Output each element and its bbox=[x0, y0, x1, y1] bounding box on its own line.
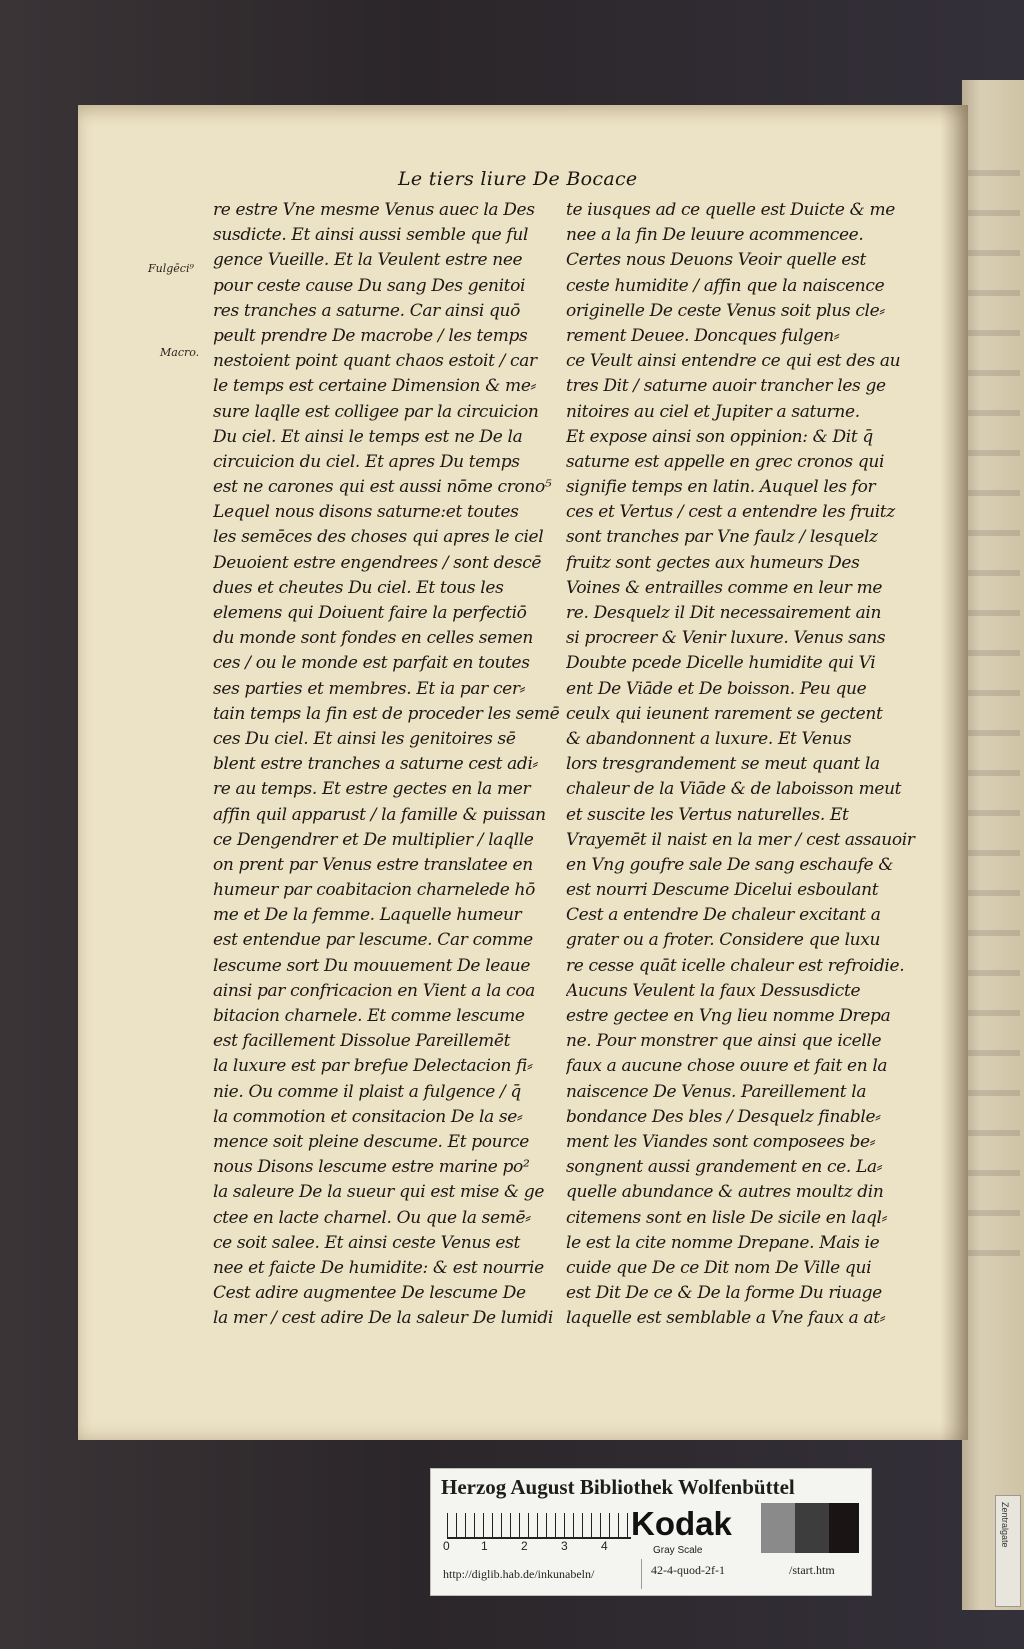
text-line: humeur par coabitacion charnelede hō bbox=[213, 880, 535, 901]
text-line: la luxure est par brefue Delectacion fi⸗ bbox=[213, 1056, 533, 1077]
text-line: affin quil apparust / la famille & puissan bbox=[213, 804, 546, 825]
text-line: naiscence De Venus. Pareillement la bbox=[566, 1081, 867, 1102]
kodak-logo: Kodak bbox=[631, 1505, 732, 1542]
text-line: estre gectee en Vng lieu nomme Drepa bbox=[566, 1006, 891, 1026]
text-line: ceulx qui ieunent rarement se gectent bbox=[566, 703, 883, 724]
text-line: ces Du ciel. Et ainsi les genitoires sē bbox=[213, 728, 516, 749]
text-column-left bbox=[213, 198, 563, 1331]
text-line: laquelle est semblable a Vne faux a at⸗ bbox=[566, 1308, 886, 1329]
text-line: est ne carones qui est aussi nōme crono⁵ bbox=[213, 477, 552, 498]
text-line: Voines & entrailles comme en leur me bbox=[566, 577, 883, 598]
text-line: nee et faicte De humidite: & est nourrie bbox=[213, 1257, 544, 1278]
text-line: blent estre tranches a saturne cest adi⸗ bbox=[213, 754, 538, 775]
text-line: ent De Viāde et De boisson. Peu que bbox=[566, 678, 867, 699]
text-line: nestoient point quant chaos estoit / car bbox=[213, 351, 537, 372]
text-line: est Dit De ce & De la forme Du riuage bbox=[566, 1283, 882, 1304]
text-line: Certes nous Deuons Veoir quelle est bbox=[566, 250, 867, 271]
text-line: nee a la fin De leuure acommencee. bbox=[566, 225, 864, 246]
text-line: re estre Vne mesme Venus auec la Des bbox=[213, 200, 535, 220]
text-line: ce Veult ainsi entendre ce qui est des au bbox=[566, 351, 901, 372]
text-line: circuicion du ciel. Et apres Du temps bbox=[213, 451, 520, 472]
text-line: et suscite les Vertus naturelles. Et bbox=[566, 804, 849, 825]
text-line: on prent par Venus estre translatee en bbox=[213, 854, 533, 875]
text-column-right bbox=[566, 198, 921, 1331]
text-line: bitacion charnele. Et comme lescume bbox=[213, 1006, 525, 1026]
text-line: est entendue par lescume. Car comme bbox=[213, 930, 533, 951]
gray-swatch-dark bbox=[795, 1503, 829, 1553]
text-line: bondance Des bles / Desquelz finable⸗ bbox=[566, 1106, 881, 1127]
text-line: fruitz sont gectes aux humeurs Des bbox=[566, 552, 860, 573]
text-line: Deuoient estre engendrees / sont descē bbox=[213, 552, 542, 573]
text-line: la commotion et consitacion De la se⸗ bbox=[213, 1106, 523, 1127]
text-line: les semēces des choses qui apres le ciel bbox=[213, 527, 544, 548]
text-line: elemens qui Doiuent faire la perfectiō bbox=[213, 603, 527, 623]
facing-page-edge bbox=[962, 80, 1024, 1610]
text-line: faux a aucune chose ouure et fait en la bbox=[566, 1056, 888, 1077]
gray-swatch-mid bbox=[761, 1503, 795, 1553]
text-line: ce soit salee. Et ainsi ceste Venus est bbox=[213, 1232, 520, 1253]
margin-note-macrobe: Macro. bbox=[160, 346, 200, 359]
text-line: tres Dit / saturne auoir trancher les ge bbox=[566, 376, 886, 397]
text-line: le est la cite nomme Drepane. Mais ie bbox=[566, 1232, 880, 1253]
text-line: ainsi par confricacion en Vient a la coa bbox=[213, 980, 535, 1001]
text-line: ces et Vertus / cest a entendre les fruitz bbox=[566, 502, 895, 523]
text-line: pour ceste cause Du sang Des genitoi bbox=[213, 275, 526, 296]
text-line: nie. Ou comme il plaist a fulgence / q̄ bbox=[213, 1081, 521, 1102]
text-line: quelle abundance & autres moultz din bbox=[566, 1182, 884, 1203]
url-base: http://diglib.hab.de/inkunabeln/ bbox=[443, 1567, 595, 1581]
ruler-number: 0 bbox=[443, 1539, 450, 1553]
library-color-target bbox=[430, 1468, 872, 1596]
text-line: du monde sont fondes en celles semen bbox=[213, 628, 533, 649]
text-line: originelle De ceste Venus soit plus cle⸗ bbox=[566, 300, 885, 321]
text-line: ce Dengendrer et De multiplier / laqlle bbox=[213, 829, 534, 850]
text-line: Aucuns Veulent la faux Dessusdicte bbox=[566, 980, 861, 1001]
ruler-number: 2 bbox=[521, 1539, 528, 1553]
text-line: dues et cheutes Du ciel. Et tous les bbox=[213, 577, 504, 598]
text-line: Cest adire augmentee De lescume De bbox=[213, 1283, 526, 1304]
text-line: songnent aussi grandement en ce. La⸗ bbox=[566, 1157, 883, 1178]
text-line: susdicte. Et ainsi aussi semble que ful bbox=[213, 225, 529, 246]
gray-scale-label: Gray Scale bbox=[653, 1545, 703, 1556]
text-line: res tranches a saturne. Car ainsi quō bbox=[213, 300, 521, 321]
page-fold-shadow bbox=[940, 105, 968, 1440]
text-line: ceste humidite / affin que la naiscence bbox=[566, 275, 885, 296]
ruler-number: 4 bbox=[601, 1539, 608, 1553]
text-line: rement Deuee. Doncques fulgen⸗ bbox=[566, 325, 840, 346]
text-line: re cesse quāt icelle chaleur est refroidie. bbox=[566, 955, 905, 976]
text-line: te iusques ad ce quelle est Duicte & me bbox=[566, 200, 895, 220]
text-line: chaleur de la Viāde & de laboisson meut bbox=[566, 779, 902, 800]
text-line: Vrayemēt il naist en la mer / cest assauoir bbox=[566, 829, 915, 850]
library-name: Herzog August Bibliothek Wolfenbüttel bbox=[441, 1475, 795, 1499]
text-line: lescume sort Du mouuement De leaue bbox=[213, 955, 531, 976]
text-line: gence Vueille. Et la Veulent estre nee bbox=[213, 250, 523, 271]
text-line: le temps est certaine Dimension & me⸗ bbox=[213, 376, 536, 397]
text-line: tain temps la fin est de proceder les semē bbox=[213, 703, 560, 724]
text-line: peult prendre De macrobe / les temps bbox=[213, 325, 528, 346]
gray-swatch-black bbox=[829, 1503, 859, 1553]
text-line: la mer / cest adire De la saleur De lumidi bbox=[213, 1308, 553, 1329]
text-line: est nourri Descume Dicelui esboulant bbox=[566, 880, 879, 901]
text-line: Cest a entendre De chaleur excitant a bbox=[566, 905, 881, 926]
text-line: Et expose ainsi son oppinion: & Dit q̄ bbox=[566, 426, 873, 447]
side-label-text: Zentralgate bbox=[1000, 1502, 1010, 1548]
text-line: ces / ou le monde est parfait en toutes bbox=[213, 653, 530, 674]
text-line: ses parties et membres. Et ia par cer⸗ bbox=[213, 678, 525, 699]
ruler-number: 1 bbox=[481, 1539, 488, 1553]
text-line: sont tranches par Vne faulz / lesquelz bbox=[566, 527, 878, 548]
text-line: est facillement Dissolue Pareillemēt bbox=[213, 1031, 511, 1052]
text-line: Doubte pcede Dicelle humidite qui Vi bbox=[566, 653, 876, 674]
text-line: me et De la femme. Laquelle humeur bbox=[213, 905, 522, 926]
text-line: citemens sont en lisle De sicile en laql⸗ bbox=[566, 1207, 887, 1228]
url-id: 42-4-quod-2f-1 bbox=[651, 1563, 725, 1577]
text-line: lors tresgrandement se meut quant la bbox=[566, 754, 880, 775]
text-line: mence soit pleine descume. Et pource bbox=[213, 1131, 529, 1152]
text-line: sure laqlle est colligee par la circuicion bbox=[213, 401, 539, 422]
text-line: signifie temps en latin. Auquel les for bbox=[566, 477, 876, 498]
text-line: en Vng goufre sale De sang eschaufe & bbox=[566, 854, 894, 875]
text-line: & abandonnent a luxure. Et Venus bbox=[566, 728, 852, 749]
text-line: re. Desquelz il Dit necessairement ain bbox=[566, 603, 882, 623]
text-line: saturne est appelle en grec cronos qui bbox=[566, 451, 885, 472]
text-line: ctee en lacte charnel. Ou que la semē⸗ bbox=[213, 1207, 531, 1228]
text-line: ne. Pour monstrer que ainsi que icelle bbox=[566, 1031, 882, 1052]
side-label bbox=[995, 1495, 1021, 1607]
text-line: nous Disons lescume estre marine po² bbox=[213, 1157, 530, 1178]
text-line: Lequel nous disons saturne:et toutes bbox=[213, 502, 519, 523]
text-line: la saleure De la sueur qui est mise & ge bbox=[213, 1182, 545, 1203]
ruler-number: 3 bbox=[561, 1539, 568, 1553]
margin-note-fulgentius: Fulgēci⁹ bbox=[148, 262, 194, 275]
text-line: cuide que De ce Dit nom De Ville qui bbox=[566, 1257, 872, 1278]
text-line: re au temps. Et estre gectes en la mer bbox=[213, 779, 531, 800]
text-line: nitoires au ciel et Jupiter a saturne. bbox=[566, 401, 860, 422]
running-title: Le tiers liure De Bocace bbox=[398, 168, 638, 190]
text-line: grater ou a froter. Considere que luxu bbox=[566, 930, 881, 951]
text-line: si procreer & Venir luxure. Venus sans bbox=[566, 628, 886, 649]
url-suffix: /start.htm bbox=[789, 1563, 835, 1577]
text-line: ment les Viandes sont composees be⸗ bbox=[566, 1131, 876, 1152]
scale-ruler bbox=[447, 1513, 631, 1539]
text-line: Du ciel. Et ainsi le temps est ne De la bbox=[213, 426, 523, 447]
